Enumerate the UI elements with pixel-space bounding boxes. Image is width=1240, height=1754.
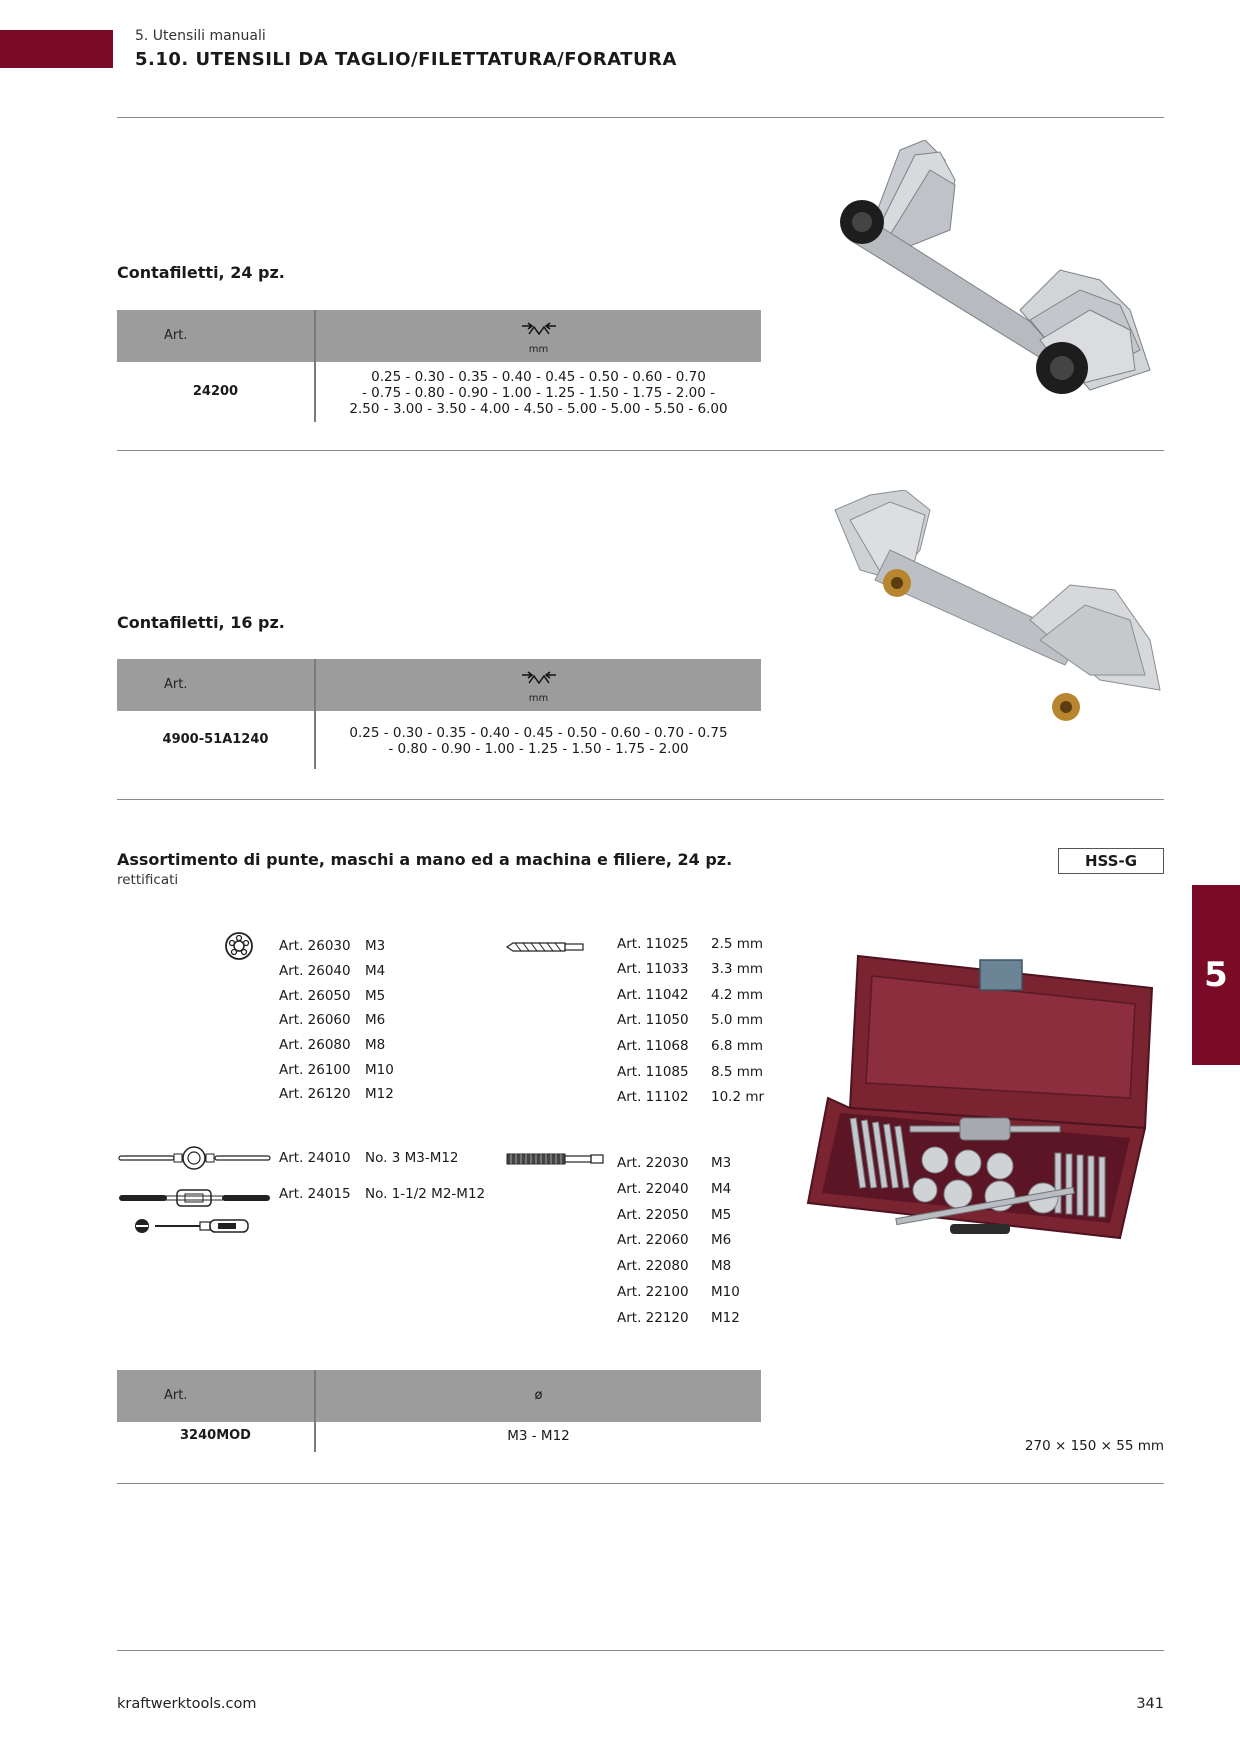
spec-table — [117, 659, 761, 769]
page-title: 5.10. UTENSILI DA TAGLIO/FILETTATURA/FORATURA — [135, 49, 677, 70]
thread-gauge-24-image — [830, 140, 1170, 430]
spec-table-header — [117, 1370, 761, 1422]
tap-icon — [505, 1152, 605, 1166]
thread-pitch-icon — [514, 667, 564, 693]
chapter-side-tab — [1192, 885, 1240, 1065]
column-header-art: Art. — [164, 1388, 188, 1403]
product-title: Assortimento di punte, maschi a mano ed a machina e filiere, 24 pz. — [117, 850, 733, 869]
drill-bit-icon — [505, 940, 585, 954]
thread-gauge-16-image — [830, 490, 1170, 760]
pitch-values: 0.25 - 0.30 - 0.35 - 0.40 - 0.45 - 0.50 - 0.60 - 0.70 - 0.75 - 0.80 - 0.90 - 1.00 - 1.25 - 1.50 - 1.75 - 2.00 - 2.50 - 3.00 - 3.50 - 4.00 - 4.50 - 5.00 - 5.00 - 5.50 - 6.00 — [349, 369, 728, 417]
column-header-art: Art. — [164, 677, 188, 692]
divider — [117, 799, 1164, 800]
chapter-side-tab-label: 5 — [1204, 955, 1228, 995]
column-unit: mm — [528, 344, 549, 355]
spec-table-row — [117, 362, 761, 422]
tap-wrench-icon — [117, 1188, 272, 1208]
die-icon — [224, 931, 254, 961]
product-title: Contafiletti, 24 pz. — [117, 263, 285, 282]
column-header-art: Art. — [164, 328, 188, 343]
die-holder-icon — [117, 1146, 272, 1170]
material-badge: HSS-G — [1058, 848, 1164, 874]
column-unit: mm — [528, 693, 549, 704]
spec-table-header — [117, 659, 761, 711]
tool-case-image — [800, 948, 1170, 1248]
divider — [117, 1483, 1164, 1484]
divider — [117, 117, 1164, 118]
page-number: 341 — [1136, 1696, 1164, 1712]
spec-table — [117, 310, 761, 422]
column-header-pitch — [316, 659, 761, 711]
chapter-label: 5. Utensili manuali — [135, 28, 266, 44]
article-code: 4900-51A1240 — [162, 732, 269, 747]
spec-table-row — [117, 1422, 761, 1452]
article-code: 24200 — [192, 384, 239, 399]
case-dimensions: 270 × 150 × 55 mm — [1024, 1438, 1164, 1454]
diameter-range: M3 - M12 — [507, 1428, 570, 1444]
footer-divider — [117, 1650, 1164, 1651]
spec-table — [117, 1370, 761, 1452]
product-subtitle: rettificati — [117, 872, 179, 888]
column-header-pitch — [316, 310, 761, 362]
footer-website[interactable]: kraftwerktools.com — [117, 1696, 257, 1712]
thread-pitch-icon — [514, 318, 564, 344]
column-header-diameter: ø — [534, 1388, 543, 1403]
spec-table-header — [117, 310, 761, 362]
divider — [117, 450, 1164, 451]
header-accent-bar — [0, 30, 113, 68]
product-title: Contafiletti, 16 pz. — [117, 613, 285, 632]
spec-table-row — [117, 711, 761, 769]
screwdriver-icon — [133, 1217, 253, 1235]
article-code: 3240MOD — [180, 1428, 251, 1443]
pitch-values: 0.25 - 0.30 - 0.35 - 0.40 - 0.45 - 0.50 - 0.60 - 0.70 - 0.75 - 0.80 - 0.90 - 1.00 - 1.25 - 1.50 - 1.75 - 2.00 — [349, 725, 728, 757]
